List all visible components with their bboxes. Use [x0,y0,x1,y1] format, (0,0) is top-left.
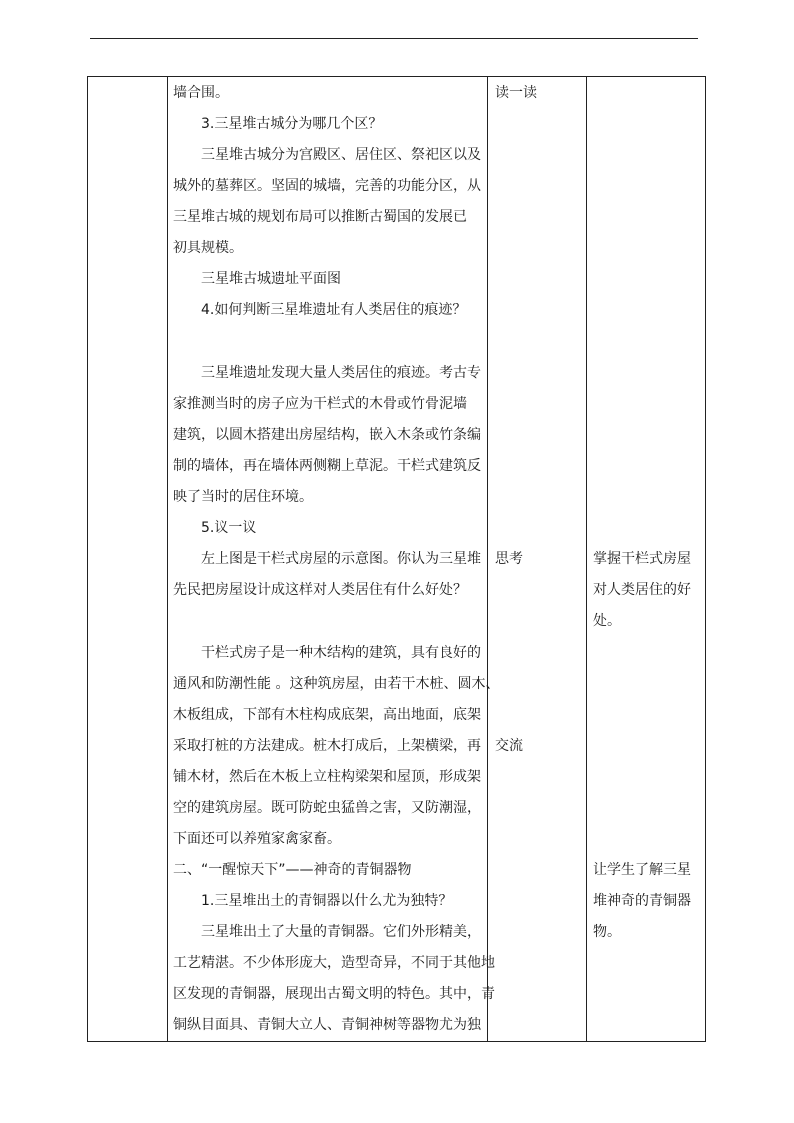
content-line: 工艺精湛。不少体形庞大，造型奇异，不同于其他地 [173,955,495,971]
purpose-line: 对人类居住的好 [593,582,691,598]
question-3: 3.三星堆古城分为哪几个区？ [201,116,383,132]
purpose-line: 掌握干栏式房屋 [593,551,691,567]
page-header-rule [90,38,698,39]
section-heading: 二、“一醒惊天下”——神奇的青铜器物 [173,862,412,878]
activity-read: 读一读 [495,85,537,101]
content-line: 干栏式房子是一种木结构的建筑，具有良好的 [201,645,481,661]
content-line: 铜纵目面具、青铜大立人、青铜神树等器物尤为独 [173,1017,481,1033]
content-line: 采取打桩的方法建成。桩木打成后，上架横梁，再 [173,738,481,754]
content-line: 铺木材，然后在木板上立柱构梁架和屋顶，形成架 [173,769,481,785]
purpose-line: 物。 [593,924,621,940]
purpose-line: 让学生了解三星 [593,862,691,878]
column-divider-2 [487,77,488,1041]
content-line: 区发现的青铜器，展现出古蜀文明的特色。其中，青 [173,986,495,1002]
purpose-line: 堆神奇的青铜器 [593,893,691,909]
content-line: 左上图是干栏式房屋的示意图。你认为三星堆 [201,551,481,567]
question-1: 1.三星堆出土的青铜器以什么尤为独特？ [201,893,453,909]
content-line: 通风和防潮性能 。这种筑房屋，由若干木桩、圆木、 [173,676,500,692]
content-line: 制的墙体，再在墙体两侧糊上草泥。干栏式建筑反 [173,458,481,474]
column-divider-1 [167,77,168,1041]
content-line: 空的建筑房屋。既可防蛇虫猛兽之害，又防潮湿， [173,800,481,816]
content-line: 三星堆出土了大量的青铜器。它们外形精美， [201,924,481,940]
question-4: 4.如何判断三星堆遗址有人类居住的痕迹？ [201,302,467,318]
purpose-line: 处。 [593,613,621,629]
figure-caption: 三星堆古城遗址平面图 [201,271,341,287]
content-line: 木板组成，下部有木柱构成底架，高出地面，底架 [173,707,481,723]
content-line: 下面还可以养殖家禽家畜。 [173,831,341,847]
content-line: 映了当时的居住环境。 [173,489,313,505]
content-line: 三星堆遗址发现大量人类居住的痕迹。考古专 [201,365,481,381]
content-line: 城外的墓葬区。坚固的城墙，完善的功能分区，从 [173,178,481,194]
content-line: 家推测当时的房子应为干栏式的木骨或竹骨泥墙 [173,396,467,412]
question-5: 5.议一议 [201,520,257,536]
content-line: 初具规模。 [173,240,243,256]
content-line: 三星堆古城的规划布局可以推断古蜀国的发展已 [173,209,467,225]
content-line: 先民把房屋设计成这样对人类居住有什么好处？ [173,582,467,598]
column-divider-3 [586,77,587,1041]
activity-think: 思考 [495,551,523,567]
content-line: 墙合围。 [173,85,229,101]
content-line: 建筑，以圆木搭建出房屋结构，嵌入木条或竹条编 [173,427,481,443]
activity-discuss: 交流 [495,738,523,754]
content-line: 三星堆古城分为宫殿区、居住区、祭祀区以及 [201,147,481,163]
